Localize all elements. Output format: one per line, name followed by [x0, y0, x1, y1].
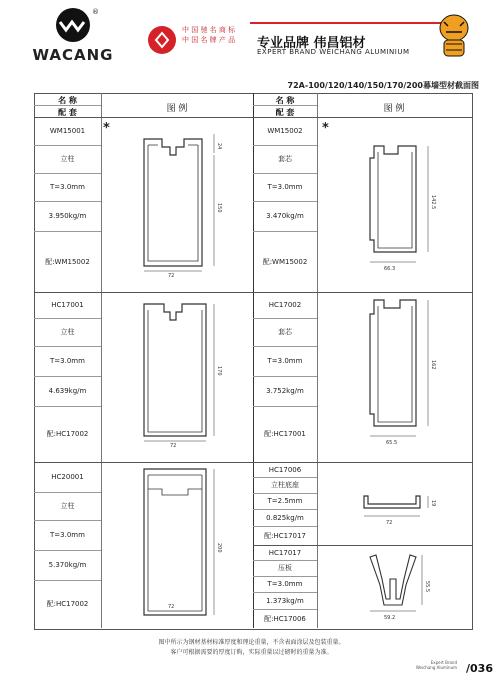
profile-type: 立柱 [60, 502, 75, 510]
star-mark: * [103, 121, 110, 136]
slogan-line-1: 中 国 驰 名 商 标 [182, 26, 236, 34]
profile-code: HC17006 [268, 465, 302, 474]
profile-thickness: T=3.0mm [50, 531, 85, 539]
dim-label: 72 [386, 520, 393, 526]
profile-thickness: T=3.0mm [267, 357, 303, 365]
profile-weight: 0.825kg/m [266, 513, 304, 522]
right-match-header: 配 套 [275, 108, 295, 117]
page-number: /036 [466, 662, 493, 675]
profile-type: 压板 [278, 564, 292, 572]
slogan [182, 25, 235, 45]
header-stripe [250, 22, 462, 24]
wm15002-profile-drawing [360, 140, 450, 280]
page-brand-line-2: Weichang Aluminum [415, 665, 457, 670]
dim-label: 66.3 [384, 266, 396, 272]
profile-code: HC17001 [51, 301, 84, 309]
badge-symbol-icon [152, 30, 172, 50]
profile-match: 配:HC17001 [264, 430, 306, 438]
profile-thickness: T=3.0mm [50, 183, 85, 191]
right-col-divider [317, 93, 318, 628]
right-name-header: 名 称 [275, 96, 295, 105]
dim-label: 200 [216, 543, 222, 553]
left-match-header: 配 套 [58, 108, 77, 117]
profile-thickness: T=3.0mm [50, 357, 85, 365]
profile-thickness: T=3.0mm [267, 183, 303, 191]
brand-title: 专业品牌 伟昌铝材 [257, 36, 366, 51]
page-brand-line-1: Expert Brand [430, 660, 457, 665]
dim-label: 59.2 [384, 615, 396, 621]
hc20001-profile-drawing [140, 465, 230, 625]
profile-match: 配:WM15002 [262, 257, 308, 266]
dim-label: 72 [170, 443, 177, 449]
profile-match: 配:HC17002 [46, 600, 89, 608]
footnote-line-2: 客户可根据需要的厚度订购，实际重量以过磅时的重量为准。 [170, 649, 333, 656]
profile-match: 配:HC17017 [264, 531, 306, 540]
page-title: 72A-100/120/140/150/170/200幕墙型材截面图 [287, 81, 479, 90]
logo-wave-icon [60, 18, 86, 32]
dim-label: 170 [216, 366, 222, 376]
logo-text: WACANG [32, 46, 114, 64]
slogan-line-2: 中 国 名 牌 产 品 [182, 36, 236, 44]
dim-label: 19 [430, 500, 436, 507]
profile-code: WM15002 [267, 127, 303, 135]
left-legend-header: 图 例 [166, 104, 188, 114]
right-legend-header: 图 例 [383, 104, 405, 114]
profile-weight: 1.373kg/m [266, 596, 304, 605]
page-brand [416, 660, 457, 670]
profile-type: 立柱 [60, 155, 75, 163]
wm15001-profile-drawing [140, 131, 230, 281]
left-name-header: 名 称 [58, 96, 77, 105]
hc17002-profile-drawing [360, 296, 450, 456]
profile-type: 立柱底座 [271, 481, 299, 489]
profile-type: 立柱 [60, 328, 75, 336]
dim-label: 142.5 [430, 195, 436, 210]
tiger-mascot-icon [432, 10, 476, 60]
profile-thickness: T=3.0mm [267, 580, 303, 588]
dim-label: 150 [216, 203, 222, 213]
profile-match: 配:HC17006 [264, 614, 306, 623]
dim-label: 24 [216, 143, 222, 150]
profile-match: 配:WM15002 [45, 257, 90, 266]
page-header [0, 0, 503, 66]
profile-thickness: T=2.5mm [267, 497, 303, 505]
profile-weight: 3.470kg/m [266, 212, 304, 220]
left-col-divider [101, 93, 102, 628]
dim-label: 55.5 [424, 581, 430, 593]
profile-type: 套芯 [278, 155, 292, 163]
profile-weight: 5.370kg/m [48, 561, 87, 569]
profile-match: 配:HC17002 [46, 430, 89, 438]
dim-label: 162 [430, 360, 436, 370]
hc17006-profile-drawing [350, 490, 460, 540]
dim-label: 72 [168, 604, 175, 610]
profile-weight: 3.950kg/m [48, 212, 87, 220]
dim-label: 72 [168, 273, 175, 279]
brand-logo [18, 8, 128, 66]
registered-mark: ® [92, 8, 99, 16]
hc17017-profile-drawing [360, 549, 460, 627]
profile-code: HC17017 [268, 548, 302, 557]
profile-weight: 4.639kg/m [48, 387, 87, 395]
footnote-line-1: 图中所示为钢材基材标准厚度和理论重量，不含表面涂层及包装重量。 [158, 639, 345, 646]
hc17001-profile-drawing [140, 298, 230, 458]
profile-type: 套芯 [278, 328, 292, 336]
profile-code: HC20001 [51, 473, 84, 481]
star-mark: * [322, 121, 329, 136]
dim-label: 65.5 [386, 440, 398, 446]
profile-code: WM15001 [49, 127, 86, 135]
profile-weight: 3.752kg/m [266, 387, 304, 395]
brand-subtitle: EXPERT BRAND WEICHANG ALUMINIUM [257, 48, 410, 56]
profile-code: HC17002 [268, 301, 302, 309]
